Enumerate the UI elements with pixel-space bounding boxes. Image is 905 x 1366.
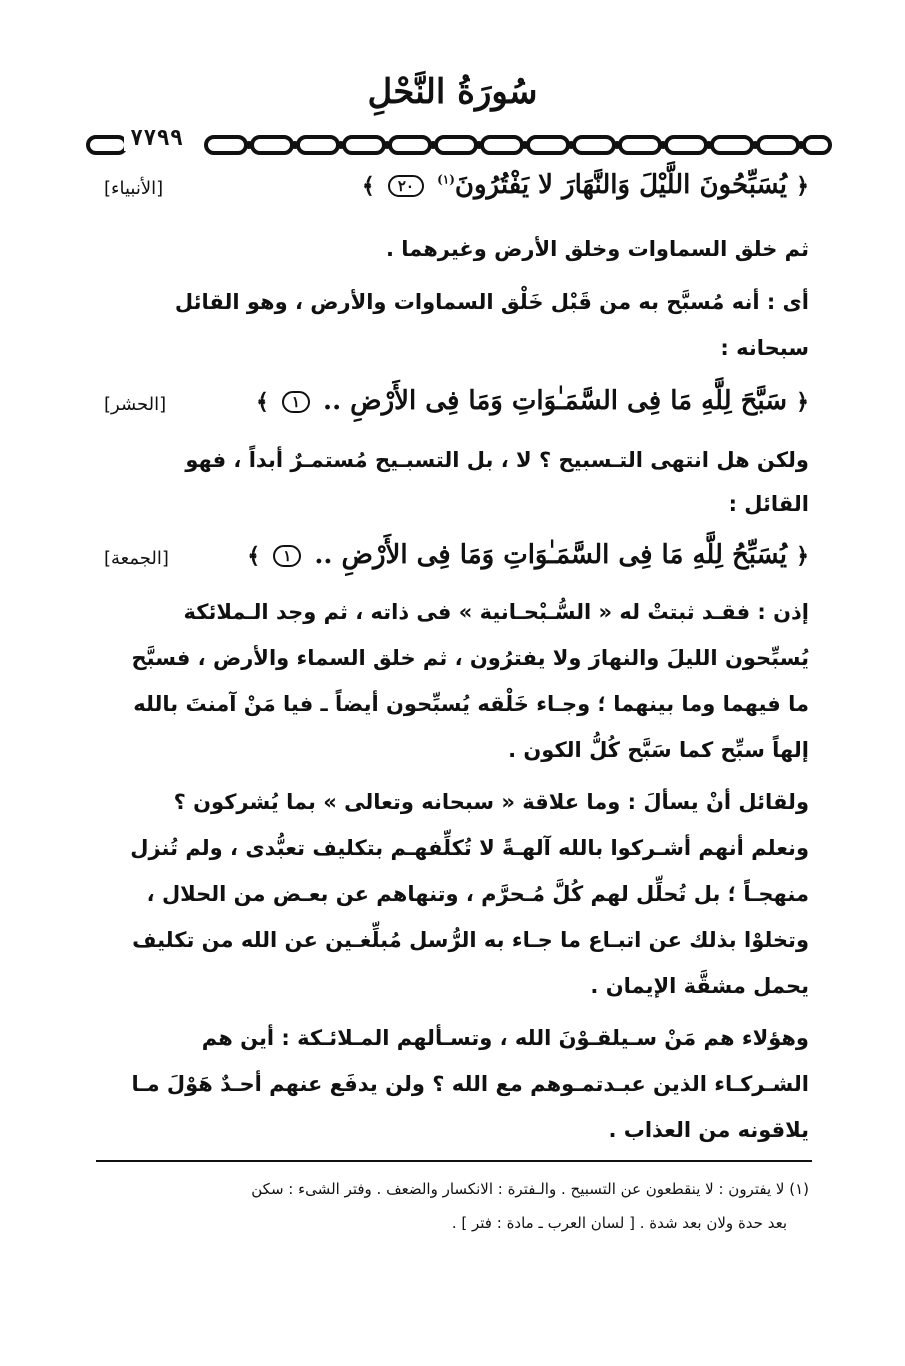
text-line: ونعلم أنهم أشـركوا بالله آلهـةً لا تُكلِّفهـم بتكليف تعبُّدى ، ولم تُنزل bbox=[130, 836, 809, 860]
ornate-bracket-open: ﴿ bbox=[796, 543, 809, 569]
page-number: ٧٧٩٩ bbox=[124, 126, 189, 151]
ornate-bracket-close: ﴾ bbox=[247, 543, 261, 569]
footnote-divider bbox=[96, 1160, 812, 1162]
text-line: إذن : فقـد ثبتتْ له « السُّـبْحـانية » فى ذاته ، ثم وجد الـملائكة bbox=[183, 600, 809, 624]
text-line: القائل : bbox=[728, 492, 809, 516]
text-line: يلاقونه من العذاب . bbox=[608, 1118, 809, 1142]
quran-verse-anbiya bbox=[104, 170, 809, 200]
surah-reference: [الأنبياء] bbox=[104, 178, 164, 199]
text-line: ثم خلق السماوات وخلق الأرض وغيرهما . bbox=[385, 237, 809, 261]
quran-verse-hashr bbox=[104, 386, 809, 416]
text-line: وهؤلاء هم مَنْ سـيلقـوْنَ الله ، وتسـألهم المـلائـكة : أين هم bbox=[201, 1026, 809, 1050]
ornate-bracket-close: ﴾ bbox=[255, 389, 269, 415]
text-line: أى : أنه مُسبَّح به من قَبْل خَلْق السماوات والأرض ، وهو القائل bbox=[174, 290, 809, 314]
verse-text: يُسَبِّحُونَ اللَّيْلَ وَالنَّهَارَ لا يَفْتُرُونَ bbox=[454, 170, 788, 200]
quran-verse-jumua bbox=[104, 540, 809, 570]
ornate-bracket-open: ﴿ bbox=[796, 173, 809, 199]
footnote-line: (١) لا يفترون : لا ينقطعون عن التسبيح . والـفترة : الانكسار والضعف . وفتر الشىء : سكن bbox=[251, 1180, 809, 1198]
text-line: سبحانه : bbox=[720, 336, 809, 360]
surah-title: سُورَةُ النَّحْلِ bbox=[367, 72, 538, 112]
surah-reference: [الحشر] bbox=[104, 394, 167, 415]
ornamental-chain-border bbox=[86, 132, 832, 158]
verse-number: ١ bbox=[273, 545, 301, 567]
text-line: منهجـاً ؛ بل تُحلِّل لهم كُلَّ مُـحرَّم ، وتنهاهم عن بعـض من الحلال ، bbox=[146, 882, 809, 906]
ornate-bracket-open: ﴿ bbox=[796, 389, 809, 415]
text-line: يُسبِّحون الليلَ والنهارَ ولا يفترُون ، ثم خلق السماء والأرض ، فسبَّح bbox=[131, 646, 809, 670]
verse-text: يُسَبِّحُ لِلَّهِ مَا فِى السَّمَـٰوَاتِ وَمَا فِى الأَرْضِ .. bbox=[314, 540, 788, 570]
verse-text: سَبَّحَ لِلَّهِ مَا فِى السَّمَـٰوَاتِ وَمَا فِى الأَرْضِ .. bbox=[323, 386, 788, 416]
text-line: إلهاً سبِّح كما سَبَّح كُلُّ الكون . bbox=[508, 738, 809, 762]
text-line: يحمل مشقَّة الإيمان . bbox=[590, 974, 809, 998]
ornate-bracket-close: ﴾ bbox=[361, 173, 375, 199]
footnote-marker: (١) bbox=[437, 172, 455, 187]
verse-number: ١ bbox=[282, 391, 310, 413]
text-line: ما فيهما وما بينهما ؛ وجـاء خَلْقه يُسبِّحون أيضاً ـ فيا مَنْ آمنتَ بالله bbox=[133, 692, 809, 716]
chain-links bbox=[86, 132, 832, 158]
text-line: ولكن هل انتهى التـسبيح ؟ لا ، بل التسبـيح مُستمـرٌ أبداً ، فهو bbox=[185, 448, 809, 472]
text-line: ولقائل أنْ يسألَ : وما علاقة « سبحانه وتعالى » بما يُشركون ؟ bbox=[173, 790, 809, 814]
text-line: الشـركـاء الذين عبـدتمـوهم مع الله ؟ ولن يدفَع عنهم أحـدٌ هَوْلَ مـا bbox=[131, 1072, 809, 1096]
surah-reference: [الجمعة] bbox=[104, 548, 169, 569]
text-line: وتخلوْا بذلك عن اتبـاع ما جـاء به الرُّسل مُبلِّغـين عن الله من تكليف bbox=[132, 928, 809, 952]
footnote-line: بعد حدة ولان بعد شدة . [ لسان العرب ـ مادة : فتر ] . bbox=[451, 1214, 787, 1232]
verse-number: ٢٠ bbox=[388, 175, 424, 197]
